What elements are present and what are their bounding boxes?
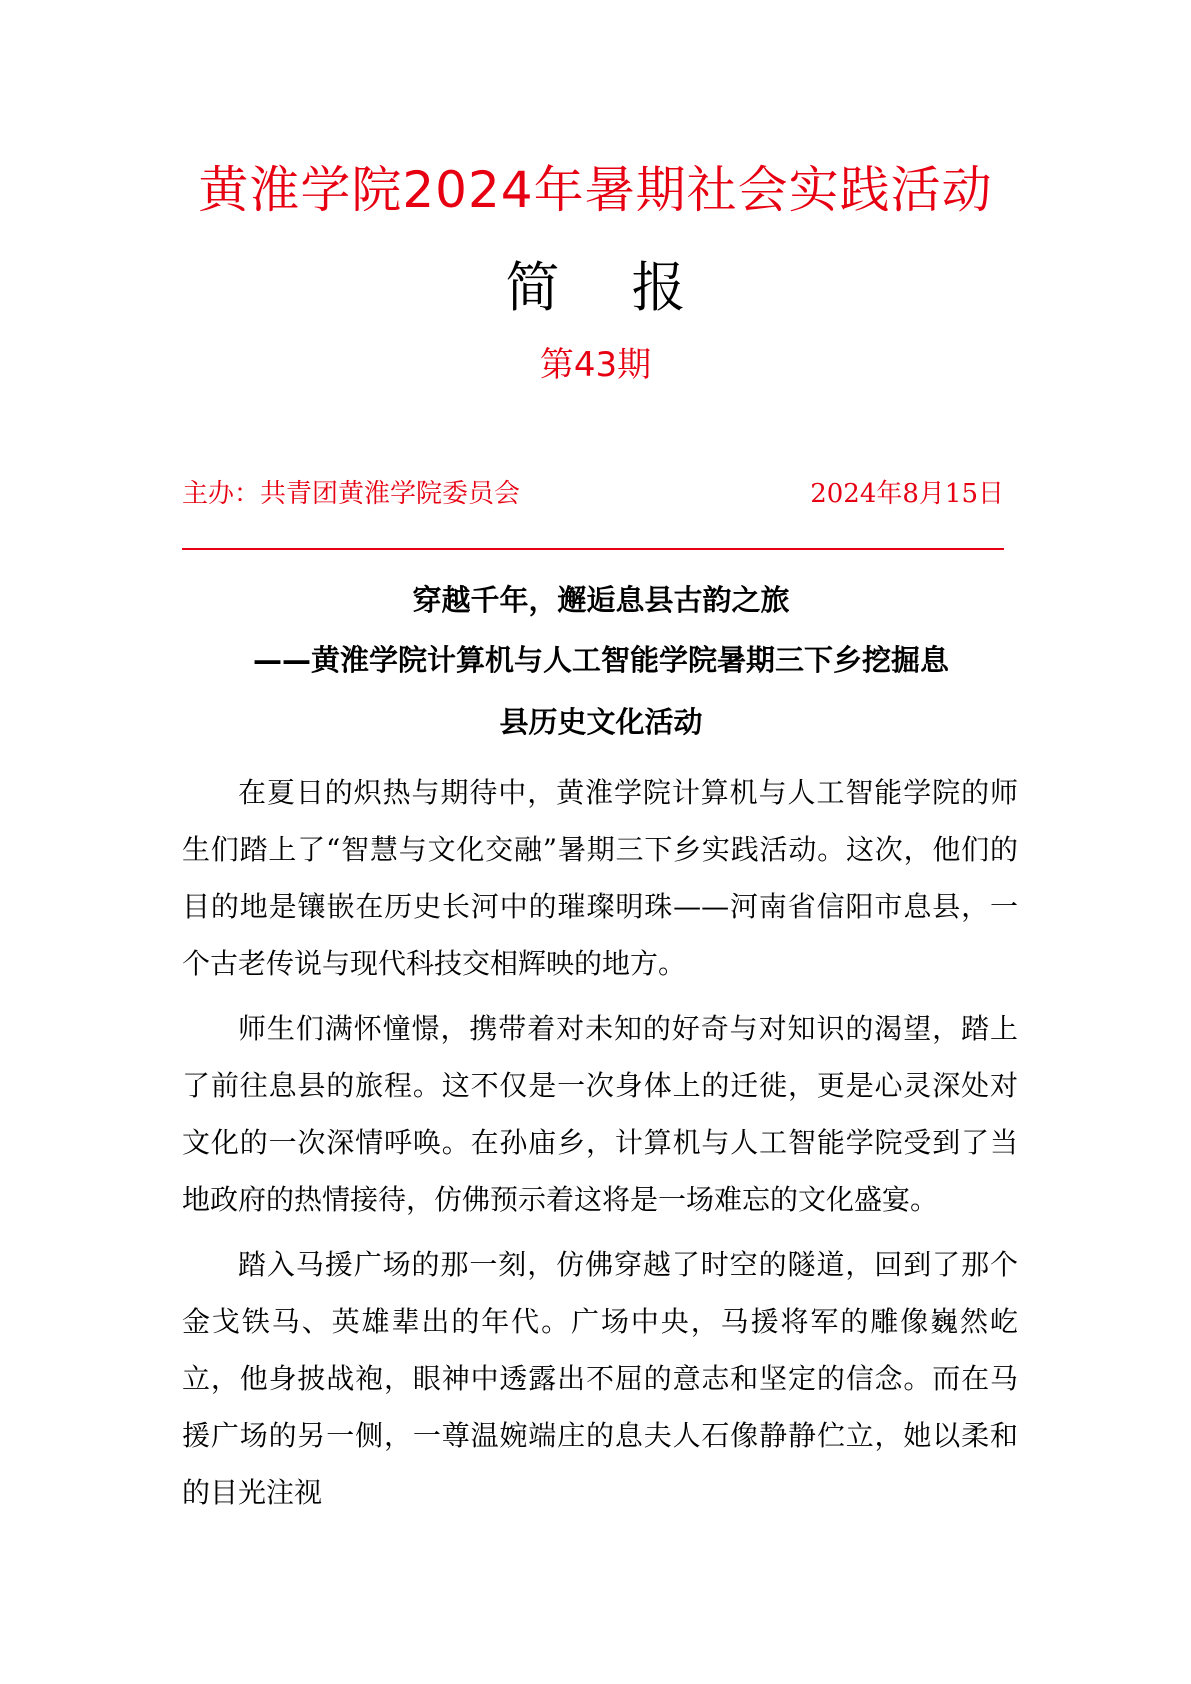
article-subtitle-line1: ——黄淮学院计算机与人工智能学院暑期三下乡挖掘息 xyxy=(252,643,949,677)
date-text: 2024年8月15日 xyxy=(810,479,1004,509)
paragraph-1: 在夏日的炽热与期待中，黄淮学院计算机与人工智能学院的师生们踏上了“智慧与文化交融”暑期三下乡实践活动。这次，他们的目的地是镶嵌在历史长河中的璀璨明珠——河南省信阳市息县，一个古老传说与现代科技交相辉映的地方。 xyxy=(182,776,1018,980)
sponsor-text: 主办：共青团黄淮学院委员会 xyxy=(182,479,521,509)
header-divider xyxy=(182,548,1004,550)
issue-number: 第43期 xyxy=(539,345,652,385)
article-body xyxy=(182,764,1018,1529)
paragraph-3: 踏入马援广场的那一刻，仿佛穿越了时空的隧道，回到了那个金戈铁马、英雄辈出的年代。广场中央，马援将军的雕像巍然屹立，他身披战袍，眼神中透露出不屈的意志和坚定的信念。而在马援广场的另一侧，一尊温婉端庄的息夫人石像静静伫立，她以柔和的目光注视 xyxy=(182,1248,1018,1509)
meta-row xyxy=(182,474,1004,514)
paragraph-2: 师生们满怀憧憬，携带着对未知的好奇与对知识的渴望，踏上了前往息县的旅程。这不仅是一次身体上的迁徙，更是心灵深处对文化的一次深情呼唤。在孙庙乡，计算机与人工智能学院受到了当地政府的热情接待，仿佛预示着这将是一场难忘的文化盛宴。 xyxy=(182,1012,1018,1216)
article-subtitle-line2: 县历史文化活动 xyxy=(499,705,703,739)
article-title: 穿越千年，邂逅息县古韵之旅 xyxy=(412,583,790,617)
masthead-title: 黄淮学院2024年暑期社会实践活动 xyxy=(198,161,993,219)
masthead-subtitle: 简报 xyxy=(505,256,758,319)
